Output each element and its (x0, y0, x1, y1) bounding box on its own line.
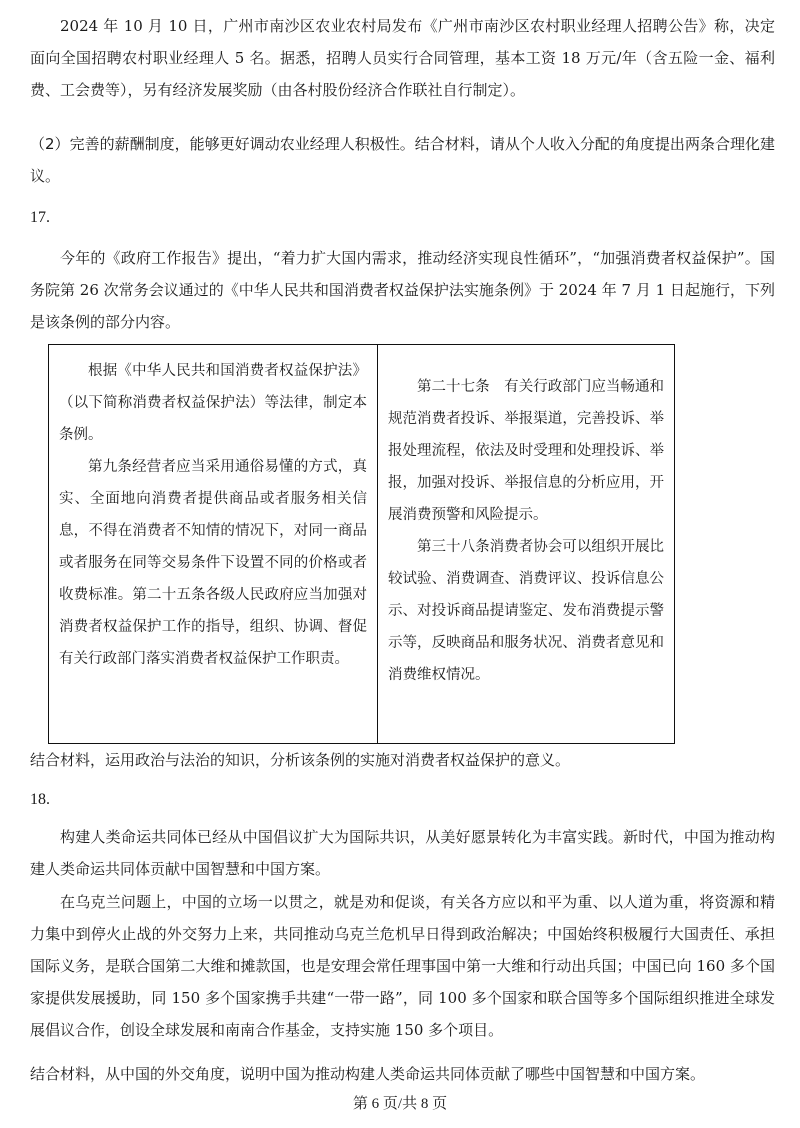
regulation-left-para-2: 第九条经营者应当采用通俗易懂的方式，真实、全面地向消费者提供商品或者服务相关信息，不得在消费者不知情的情况下，对同一商品或者服务在同等交易条件下设置不同的价格或者收费标准。第二十五条各级人民政府应当加强对消费者权益保护工作的指导，组织、协调、督促有关行政部门落实消费者权益保护工作职责。 (59, 459, 367, 667)
question-number-18: 18. (30, 791, 50, 808)
q18-question-text: 结合材料，从中国的外交角度，说明中国为推动构建人类命运共同体贡献了哪些中国智慧和中国方案。 (30, 1065, 706, 1083)
q18-question (30, 1058, 775, 1090)
q16-material (30, 10, 775, 106)
regulation-right-para-2: 第三十八条消费者协会可以组织开展比较试验、消费调查、消费评议、投诉信息公示、对投诉商品提请鉴定、发布消费提示警示等，反映商品和服务状况、消费者意见和消费维权情况。 (388, 539, 664, 683)
q16-sub-question-2 (30, 128, 775, 192)
q18-material-1 (30, 821, 775, 885)
regulation-left-para-1: 根据《中华人民共和国消费者权益保护法》（以下简称消费者权益保护法）等法律，制定本条例。 (59, 363, 367, 443)
q16-sub2-text: （2）完善的薪酬制度，能够更好调动农业经理人积极性。结合材料，请从个人收入分配的角度提出两条合理化建议。 (30, 135, 775, 185)
q16-material-paragraph: 2024 年 10 月 10 日，广州市南沙区农业农村局发布《广州市南沙区农村职业经理人招聘公告》称，决定面向全国招聘农村职业经理人 5 名。据悉，招聘人员实行合同管理，基本工资 18 万元/年（含五险一金、福利费、工会费等），另有经济发展奖励（由各村股份经济合作联社自行制定）。 (30, 17, 775, 99)
q18-para-1: 构建人类命运共同体已经从中国倡议扩大为国际共识，从美好愿景转化为丰富实践。新时代，中国为推动构建人类命运共同体贡献中国智慧和中国方案。 (30, 828, 775, 878)
q17-number (30, 200, 775, 234)
regulation-right-column (378, 345, 674, 743)
regulation-excerpt-box (48, 344, 675, 744)
q18-para-2: 在乌克兰问题上，中国的立场一以贯之，就是劝和促谈，有关各方应以和平为重、以人道为重，将资源和精力集中到停火止战的外交努力上来，共同推动乌克兰危机早日得到政治解决；中国始终积极履行大国责任、承担国际义务，是联合国第二大维和摊款国，也是安理会常任理事国中第一大维和行动出兵国；中国已向 160 多个国家提供发展援助，同 150 多个国家携手共建“一带一路”，同 100 多个国家和联合国等多个国际组织推进全球发展倡议合作，创设全球发展和南南合作基金，支持实施 150 多个项目。 (30, 893, 775, 1039)
q17-question (30, 744, 775, 776)
q18-material-2 (30, 886, 775, 1046)
page-footer: 第 6 页/共 8 页 (352, 1096, 448, 1112)
question-number-17: 17. (30, 209, 50, 226)
regulation-right-para-1: 第二十七条 有关行政部门应当畅通和规范消费者投诉、举报渠道，完善投诉、举报处理流程，依法及时受理和处理投诉、举报，加强对投诉、举报信息的分析应用，开展消费预警和风险提示。 (388, 379, 664, 523)
q18-number (30, 782, 775, 816)
q17-intro-text: 今年的《政府工作报告》提出，“着力扩大国内需求，推动经济实现良性循环”，“加强消费者权益保护”。国务院第 26 次常务会议通过的《中华人民共和国消费者权益保护法实施条例》于 2024 年 7 月 1 日起施行，下列是该条例的部分内容。 (30, 249, 775, 331)
regulation-left-column (49, 345, 378, 743)
q17-question-text: 结合材料，运用政治与法治的知识，分析该条例的实施对消费者权益保护的意义。 (30, 751, 571, 769)
q17-intro (30, 242, 775, 338)
